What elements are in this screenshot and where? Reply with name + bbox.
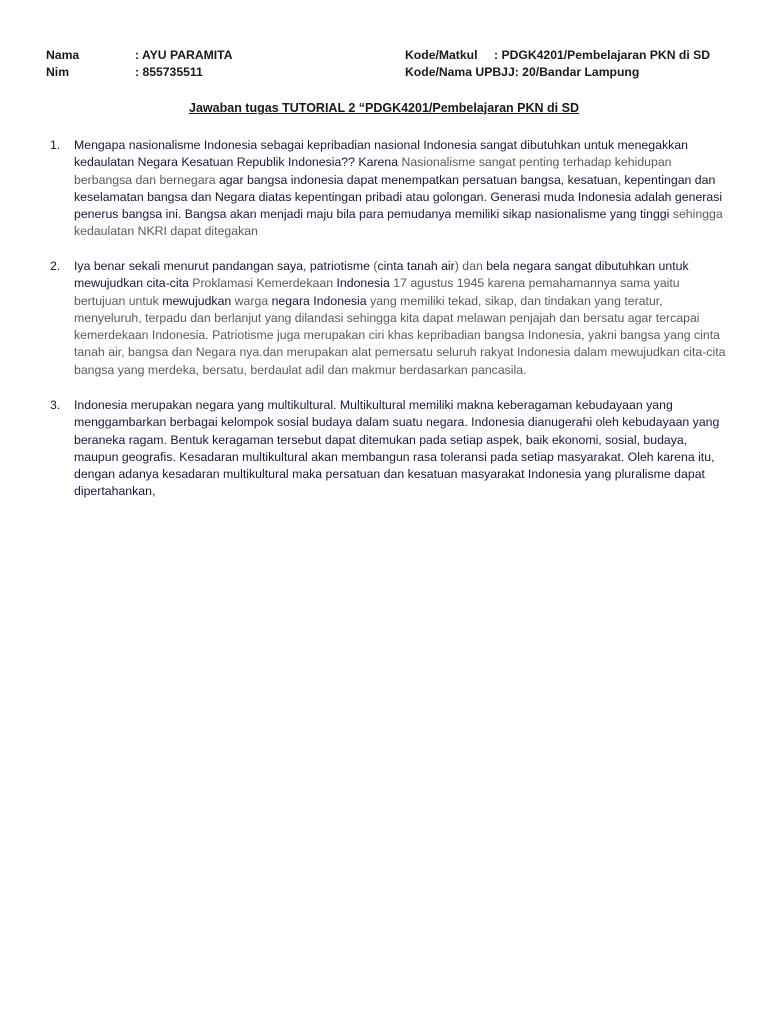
answer-number: 2. bbox=[50, 259, 61, 273]
answer-text bbox=[74, 137, 726, 241]
answer-segment: 17 agustus 1945 karena pemahamannya sama yaitu bertujuan untuk bbox=[74, 276, 680, 308]
kode-matkul-label: Kode/Matkul bbox=[405, 48, 478, 62]
answer-segment: mewujudkan bbox=[162, 293, 235, 308]
kode-matkul-value: : PDGK4201/Pembelajaran PKN di SD bbox=[494, 48, 711, 62]
answer-segment: bela negara sangat dibutuhkan untuk mewujudkan cita-cita bbox=[74, 259, 689, 291]
answer-segment: Nasionalisme sangat penting terhadap kehidupan berbangsa dan bernegara bbox=[74, 155, 672, 187]
nim-label: Nim bbox=[46, 65, 70, 79]
answer-segment: Proklamasi Kemerdekaan bbox=[192, 276, 337, 291]
answer-item-2 bbox=[48, 258, 728, 383]
nama-value: : AYU PARAMITA bbox=[135, 48, 233, 62]
answer-number: 3. bbox=[50, 398, 61, 412]
answer-segment: cinta tanah air bbox=[377, 259, 455, 273]
answer-segment: Mengapa nasionalisme Indonesia sebagai kepribadian nasional Indonesia sangat dibutuhkan untuk menegakkan kedaulatan Negara Kesatuan Republik Indonesia?? Karena bbox=[74, 138, 688, 170]
upbjj-label: Kode/Nama UPBJJ: 20/Bandar Lampung bbox=[405, 65, 640, 79]
answer-number: 1. bbox=[50, 138, 61, 152]
answer-segment: ) dan bbox=[454, 259, 487, 273]
answer-segment: yang memiliki tekad, sikap, dan tindakan yang teratur, menyeluruh, terpadu dan berlanjut yang dilandasi sehingga kita dapat melawan penjajah dan bersatu agar tercapai kemerdekaan Indonesia. Patriotisme juga merupakan ciri khas kepribadian bangsa Indonesia, yakni bangsa yang cinta tanah air, bangsa dan Negara nya.dan merupakan alat pemersatu seluruh rakyat Indonesia dalam mewujudkan cita-cita bangsa yang merdeka, bersatu, berdaulat adil dan makmur berdasarkan pancasila. bbox=[74, 293, 726, 377]
answer-segment: warga bbox=[234, 293, 272, 308]
answer-segment: Indonesia merupakan negara yang multikultural. Multikultural memiliki makna keberagaman kebudayaan yang menggambarkan berbagai kelompok sosial budaya dalam suatu negara. Indonesia dianugerahi oleh kebudayaan yang beraneka ragam. Bentuk keragaman tersebut dapat ditemukan pada setiap aspek, baik ekonomi, sosial, budaya, maupun geografis. Kesadaran multikultural akan membangun rasa toleransi pada setiap masyarakat. Oleh karena itu, dengan adanya kesadaran multikultural maka persatuan dan kesatuan masyarakat Indonesia yang pluralisme dapat dipertahankan, bbox=[74, 398, 720, 499]
answer-segment: agar bangsa indonesia dapat menempatkan persatuan bangsa, kesatuan, kepentingan dan keselamatan bangsa dan Negara diatas kepentingan pribadi atau golongan. Generasi muda Indonesia adalah generasi penerus bangsa ini. Bangsa akan menjadi maju bila para pemudanya memiliki sikap nasionalisme yang tinggi bbox=[74, 172, 723, 222]
answer-text bbox=[74, 258, 726, 379]
answer-item-3 bbox=[48, 397, 728, 507]
answer-segment: sehingga kedaulatan NKRI dapat ditegakan bbox=[74, 207, 723, 239]
answer-item-1 bbox=[48, 137, 728, 247]
document-title: Jawaban tugas TUTORIAL 2 “PDGK4201/Pembelajaran PKN di SD bbox=[189, 101, 579, 115]
answer-segment: Indonesia bbox=[336, 276, 394, 291]
answer-segment: Iya benar sekali menurut pandangan saya, patriotisme bbox=[74, 259, 374, 273]
nama-label: Nama bbox=[46, 48, 80, 62]
answer-segment: ( bbox=[373, 259, 378, 273]
answer-text bbox=[74, 397, 726, 501]
nim-value: : 855735511 bbox=[135, 65, 203, 79]
answer-segment: negara Indonesia bbox=[271, 293, 371, 308]
